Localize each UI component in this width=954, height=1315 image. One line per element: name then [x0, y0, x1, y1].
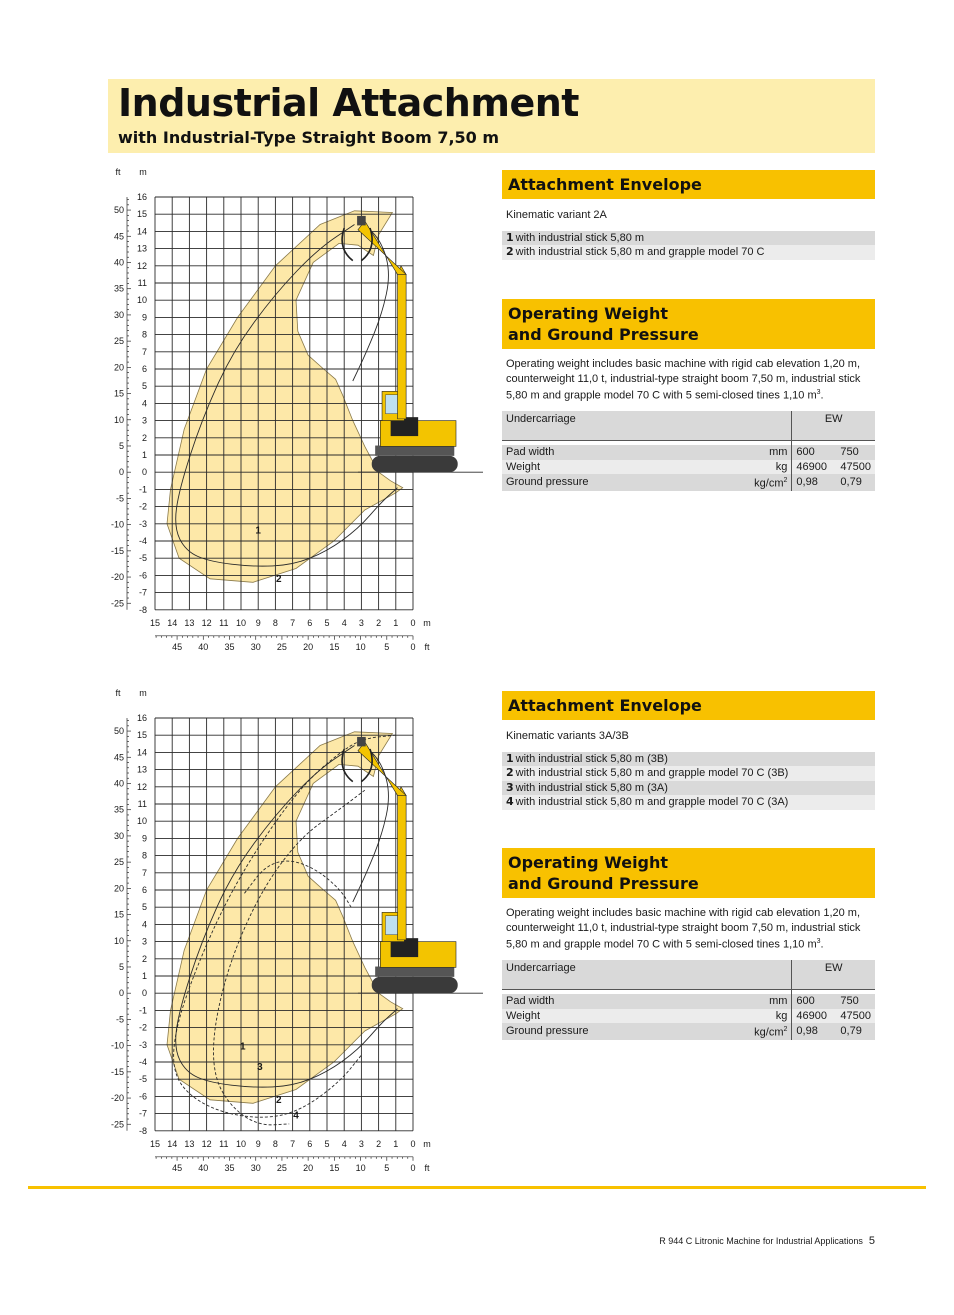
ft-ruler-x	[155, 636, 413, 640]
y-tick-ft: -10	[110, 1040, 124, 1051]
grapple-rotator	[357, 216, 366, 225]
envelope-area	[167, 211, 403, 583]
y-tick-ft: 30	[113, 309, 124, 320]
x-tick-m: 0	[410, 1138, 416, 1149]
y-tick-ft: 0	[118, 988, 124, 999]
ft-unit-label: ft	[115, 167, 121, 177]
y-tick-ft: 15	[113, 909, 124, 920]
y-tick-m: -4	[138, 1057, 147, 1067]
y-tick-ft: 40	[113, 257, 124, 268]
y-tick-m: 15	[136, 730, 147, 741]
x-tick-ft: 15	[329, 641, 340, 652]
y-tick-m: 5	[141, 381, 147, 392]
y-tick-m: -4	[138, 536, 147, 546]
x-tick-m: 8	[272, 617, 278, 628]
x-unit-ft: ft	[424, 641, 430, 652]
x-unit-m: m	[423, 1138, 431, 1149]
excavator-illustration	[342, 216, 458, 472]
y-tick-ft: 10	[113, 414, 124, 425]
footer-rule	[28, 1186, 926, 1189]
y-tick-ft: 45	[113, 231, 124, 242]
x-tick-ft: 40	[198, 641, 209, 652]
y-tick-m: -5	[138, 1074, 147, 1085]
y-tick-ft: -25	[110, 1119, 124, 1130]
y-tick-m: -3	[138, 1039, 147, 1050]
x-tick-ft: 10	[355, 641, 366, 652]
x-tick-ft: 45	[172, 1162, 183, 1173]
x-tick-m: 15	[149, 617, 161, 628]
x-tick-m: 14	[167, 617, 178, 628]
y-tick-m: -6	[138, 1091, 147, 1102]
x-tick-ft: 5	[384, 641, 390, 652]
y-tick-m: -7	[138, 1108, 147, 1119]
x-tick-m: 3	[358, 617, 364, 628]
y-tick-m: 4	[141, 398, 147, 409]
attachment-envelope-section-2	[502, 691, 875, 810]
attachment-envelope-section-1	[502, 170, 875, 260]
y-tick-m: 1	[141, 450, 147, 460]
x-tick-m: 2	[376, 1138, 382, 1149]
chart-svg	[100, 686, 440, 1186]
boom	[398, 787, 407, 940]
section-heading: Attachment Envelope	[502, 691, 875, 720]
operating-weight-section-2	[502, 848, 875, 1040]
track-frame	[375, 446, 454, 456]
x-tick-ft: 35	[224, 641, 235, 652]
curve-label-3: 3	[257, 1062, 263, 1074]
section-heading: Operating Weight and Ground Pressure	[502, 299, 875, 349]
y-tick-m: -7	[138, 587, 147, 598]
y-tick-m: 5	[141, 902, 147, 913]
x-tick-m: 1	[393, 617, 399, 628]
y-tick-m: 0	[141, 467, 147, 478]
x-tick-ft: 25	[276, 641, 287, 652]
m-unit-label: m	[139, 688, 147, 698]
operating-description: Operating weight includes basic machine with rigid cab elevation 1,20 m, counterweight 11,0 t, industrial-type straight boom 7,50 m, industrial stick 5,80 m and grapple model 70 C with 5 semi-closed tines 1,10 $m^3$.	[506, 907, 861, 951]
operating-description: Operating weight includes basic machine with rigid cab elevation 1,20 m, counterweight 11,0 t, industrial-type straight boom 7,50 m, industrial stick 5,80 m and grapple model 70 C with 5 semi-closed tines 1,10 $m^3$.	[506, 358, 861, 402]
y-tick-m: -2	[138, 1022, 147, 1033]
envelope-area	[167, 732, 403, 1104]
curve-label-2: 2	[276, 1094, 282, 1106]
section-heading: Attachment Envelope	[502, 170, 875, 199]
y-tick-m: 1	[141, 971, 147, 981]
x-tick-m: 11	[219, 617, 229, 628]
y-tick-m: -5	[138, 553, 147, 564]
y-tick-ft: 20	[113, 883, 124, 894]
grapple-rotator	[357, 737, 366, 746]
x-tick-ft: 30	[250, 641, 261, 652]
y-tick-m: 13	[136, 243, 147, 254]
x-tick-ft: 35	[224, 1162, 235, 1173]
x-tick-m: 10	[235, 1138, 247, 1149]
list-item: 2 with industrial stick 5,80 m and grapple model 70 C	[502, 245, 875, 260]
y-tick-m: 12	[136, 781, 147, 792]
y-tick-m: 8	[141, 329, 147, 340]
x-tick-m: 4	[341, 1138, 347, 1149]
m-unit-label: m	[139, 167, 147, 177]
x-tick-m: 9	[255, 1138, 261, 1149]
x-tick-ft: 20	[303, 641, 314, 652]
y-tick-m: 0	[141, 988, 147, 999]
x-tick-ft: 40	[198, 1162, 209, 1173]
y-tick-m: 14	[136, 747, 147, 758]
page-number: 5	[868, 1235, 875, 1247]
x-tick-m: 11	[219, 1138, 229, 1149]
y-tick-m: 9	[141, 833, 147, 844]
y-tick-m: 8	[141, 850, 147, 861]
y-tick-m: 6	[141, 885, 147, 895]
operating-weight-table: Undercarriage EW Pad width mm 600 750 Weight kg 46900 47500 Ground pressure $kg/cm^2$ 0,98 0,79	[502, 960, 875, 1040]
y-tick-ft: 45	[113, 752, 124, 763]
y-tick-ft: -15	[110, 545, 124, 556]
x-unit-m: m	[423, 617, 431, 628]
excavator-illustration	[342, 737, 458, 993]
y-tick-m: -6	[138, 570, 147, 581]
x-tick-m: 12	[201, 617, 212, 628]
x-tick-m: 6	[307, 617, 313, 628]
list-item: 1 with industrial stick 5,80 m (3B)	[502, 752, 875, 767]
operating-weight-section-1	[502, 299, 875, 491]
page-footer: R 944 C Litronic Machine for Industrial Applications 5	[659, 1235, 875, 1247]
y-tick-m: 9	[141, 312, 147, 323]
y-tick-ft: 25	[113, 857, 124, 868]
y-tick-m: -8	[138, 604, 147, 615]
curve-label-1: 1	[255, 525, 261, 537]
y-tick-m: 16	[136, 713, 147, 723]
y-tick-ft: -20	[110, 572, 124, 583]
y-tick-m: 11	[137, 799, 147, 809]
y-tick-m: 10	[136, 816, 147, 827]
y-tick-m: -1	[138, 1005, 147, 1016]
y-tick-m: 4	[141, 919, 147, 930]
y-tick-m: 12	[136, 260, 147, 271]
chart-svg	[100, 165, 440, 665]
boom	[398, 266, 407, 419]
y-tick-ft: 5	[118, 961, 124, 972]
y-tick-m: 3	[141, 936, 147, 947]
y-tick-ft: 10	[113, 935, 124, 946]
y-tick-ft: 35	[113, 283, 124, 294]
x-tick-m: 2	[376, 617, 382, 628]
x-tick-m: 7	[290, 617, 296, 628]
y-tick-ft: 50	[113, 726, 124, 737]
page-title: Industrial Attachment	[118, 81, 579, 125]
y-tick-m: 10	[136, 295, 147, 306]
working-range-chart-2	[100, 686, 440, 1186]
x-tick-m: 14	[167, 1138, 178, 1149]
y-tick-ft: -20	[110, 1093, 124, 1104]
x-tick-ft: 5	[384, 1162, 390, 1173]
y-tick-ft: -25	[110, 598, 124, 609]
working-range-chart-1	[100, 165, 440, 665]
y-tick-m: 2	[141, 953, 147, 964]
x-tick-ft: 45	[172, 641, 183, 652]
ft-ruler-x	[155, 1157, 413, 1161]
variant-list	[502, 231, 875, 260]
y-tick-m: 13	[136, 764, 147, 775]
track-frame	[375, 967, 454, 977]
y-tick-m: -1	[138, 484, 147, 495]
y-tick-ft: -10	[110, 519, 124, 530]
operating-weight-table: Undercarriage EW Pad width mm 600 750 Weight kg 46900 47500 Ground pressure $kg/cm^2$ 0,98 0,79	[502, 411, 875, 491]
y-tick-m: 7	[141, 867, 147, 878]
x-tick-m: 9	[255, 617, 261, 628]
x-tick-m: 13	[184, 1138, 195, 1149]
x-tick-ft: 15	[329, 1162, 340, 1173]
x-unit-ft: ft	[424, 1162, 430, 1173]
y-tick-m: -2	[138, 501, 147, 512]
x-tick-ft: 30	[250, 1162, 261, 1173]
section-heading: Operating Weight and Ground Pressure	[502, 848, 875, 898]
x-tick-m: 3	[358, 1138, 364, 1149]
y-tick-m: 7	[141, 346, 147, 357]
x-tick-ft: 10	[355, 1162, 366, 1173]
curve-label-4: 4	[293, 1110, 299, 1122]
y-tick-m: 15	[136, 209, 147, 220]
track-undercarriage	[372, 977, 458, 993]
list-item: 1 with industrial stick 5,80 m	[502, 231, 875, 246]
x-tick-ft: 0	[410, 641, 416, 652]
y-tick-ft: 0	[118, 467, 124, 478]
x-tick-ft: 25	[276, 1162, 287, 1173]
x-tick-m: 7	[290, 1138, 296, 1149]
curve-label-2: 2	[276, 573, 282, 585]
x-tick-m: 12	[201, 1138, 212, 1149]
y-tick-ft: -5	[115, 1014, 124, 1025]
y-tick-m: 11	[137, 278, 147, 288]
y-tick-ft: 50	[113, 205, 124, 216]
curve-label-1: 1	[239, 1041, 246, 1053]
x-tick-m: 4	[341, 617, 347, 628]
y-tick-m: 16	[136, 192, 147, 202]
y-tick-m: -3	[138, 518, 147, 529]
x-tick-ft: 0	[410, 1162, 416, 1173]
x-tick-m: 6	[307, 1138, 313, 1149]
y-tick-ft: 5	[118, 440, 124, 451]
kinematic-variant: Kinematic variants 3A/3B	[506, 730, 629, 742]
y-tick-ft: -15	[110, 1066, 124, 1077]
x-tick-m: 8	[272, 1138, 278, 1149]
x-tick-ft: 20	[303, 1162, 314, 1173]
ft-ruler	[127, 197, 131, 610]
x-tick-m: 13	[184, 617, 195, 628]
track-undercarriage	[372, 456, 458, 472]
x-tick-m: 0	[410, 617, 416, 628]
x-tick-m: 5	[324, 617, 330, 628]
y-tick-m: 6	[141, 364, 147, 374]
y-tick-m: 3	[141, 415, 147, 426]
y-tick-ft: 40	[113, 778, 124, 789]
page-subtitle: with Industrial-Type Straight Boom 7,50 m	[118, 128, 500, 147]
ft-unit-label: ft	[115, 688, 121, 698]
variant-list	[502, 752, 875, 810]
y-tick-m: -8	[138, 1125, 147, 1136]
ft-ruler	[127, 718, 131, 1131]
list-item: 4 with industrial stick 5,80 m and grapple model 70 C (3A)	[502, 795, 875, 810]
y-tick-ft: 35	[113, 804, 124, 815]
kinematic-variant: Kinematic variant 2A	[506, 209, 607, 221]
x-tick-m: 10	[235, 617, 247, 628]
y-tick-ft: 20	[113, 362, 124, 373]
y-tick-m: 14	[136, 226, 147, 237]
x-tick-m: 5	[324, 1138, 330, 1149]
y-tick-ft: 25	[113, 336, 124, 347]
y-tick-ft: -5	[115, 493, 124, 504]
y-tick-ft: 15	[113, 388, 124, 399]
y-tick-ft: 30	[113, 830, 124, 841]
page-header	[108, 79, 875, 153]
y-tick-m: 2	[141, 432, 147, 443]
x-tick-m: 15	[149, 1138, 161, 1149]
x-tick-m: 1	[393, 1138, 399, 1149]
list-item: 2 with industrial stick 5,80 m and grapple model 70 C (3B)	[502, 766, 875, 781]
list-item: 3 with industrial stick 5,80 m (3A)	[502, 781, 875, 796]
